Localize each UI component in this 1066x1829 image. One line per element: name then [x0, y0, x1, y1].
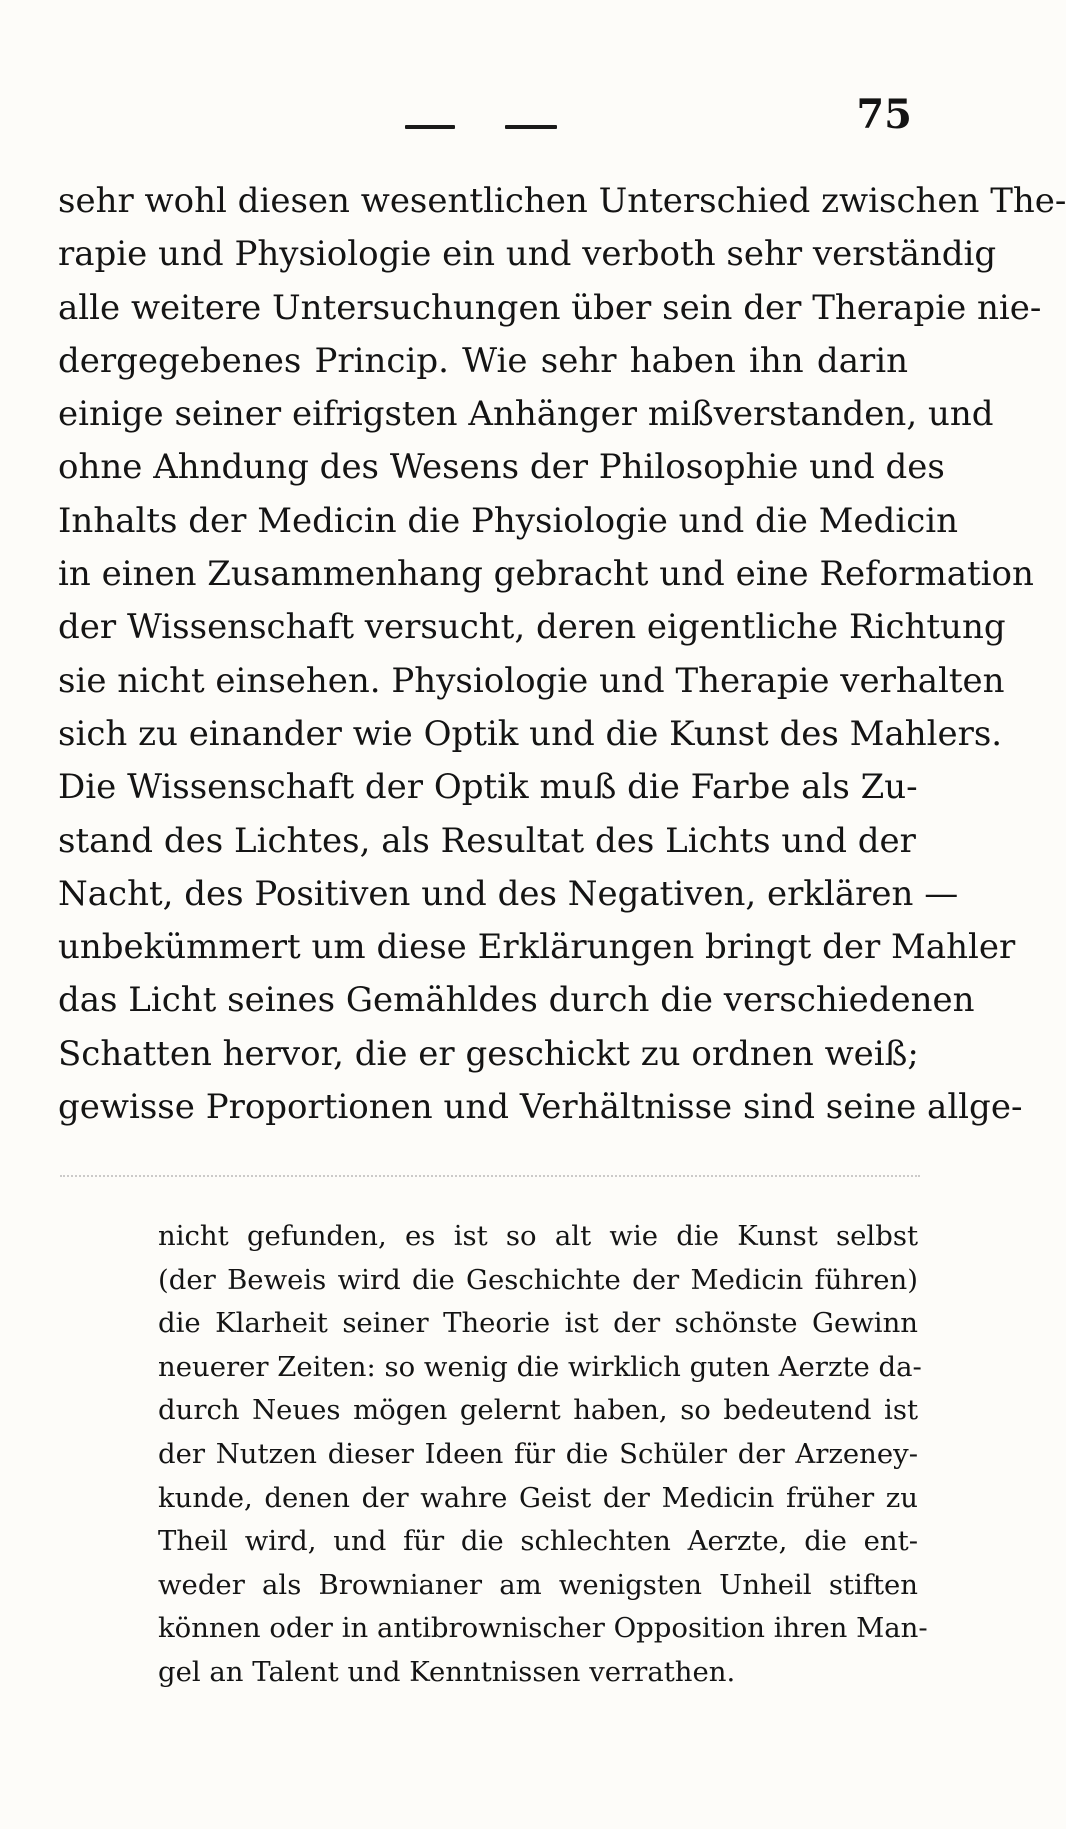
text-line: rapie und Physiologie ein und verboth sehr verständig [58, 234, 997, 275]
header-rule [505, 125, 557, 129]
text-line: der Wissenschaft versucht, deren eigentliche Richtung [58, 607, 1006, 648]
running-head [0, 91, 1000, 145]
footnote-line: nicht gefunden, es ist so alt wie die Kunst selbst [158, 1220, 918, 1252]
text-line: Die Wissenschaft der Optik muß die Farbe als Zu- [58, 767, 918, 808]
footnote-line: neuerer Zeiten: so wenig die wirklich guten Aerzte da- [158, 1350, 922, 1383]
text-line: sehr wohl diesen wesentlichen Unterschied zwischen The- [58, 181, 1066, 221]
footnote-line: kunde, denen der wahre Geist der Medicin früher zu [158, 1481, 918, 1514]
header-rule [405, 125, 455, 129]
text-line: dergegebenes Princip. Wie sehr haben ihn darin [58, 340, 908, 381]
footnote-block [158, 1215, 928, 1695]
footnote-line: (der Beweis wird die Geschichte der Medicin führen) [158, 1263, 918, 1296]
text-line: unbekümmert um diese Erklärungen bringt der Mahler [58, 927, 1016, 968]
text-line: gewisse Proportionen und Verhältnisse sind seine allge- [58, 1087, 1023, 1128]
footnote-line: können oder in antibrownischer Opposition ihren Man- [158, 1612, 928, 1645]
main-text-block [58, 175, 1066, 1134]
footnote-line: weder als Brownianer am wenigsten Unheil stiften [158, 1568, 918, 1601]
footnote-line: die Klarheit seiner Theorie ist der schönste Gewinn [158, 1307, 918, 1340]
footnote-separator [60, 1175, 920, 1197]
text-line: das Licht seines Gemähldes durch die verschiedenen [58, 980, 975, 1021]
footnote-line: der Nutzen dieser Ideen für die Schüler der Arzeney- [158, 1437, 918, 1470]
text-line: einige seiner eifrigsten Anhänger mißverstanden, und [58, 394, 994, 435]
text-line: alle weitere Untersuchungen über sein der Therapie nie- [58, 287, 1042, 328]
text-line: ohne Ahndung des Wesens der Philosophie und des [58, 447, 945, 488]
page-number: 75 [856, 91, 912, 138]
text-line: Schatten hervor, die er geschickt zu ordnen weiß; [58, 1033, 919, 1074]
footnote-line: durch Neues mögen gelernt haben, so bedeutend ist [158, 1394, 918, 1427]
footnote-line: Theil wird, und für die schlechten Aerzte, die ent- [158, 1525, 918, 1558]
text-line: sich zu einander wie Optik und die Kunst des Mahlers. [58, 713, 1003, 754]
text-line: Inhalts der Medicin die Physiologie und die Medicin [58, 500, 959, 541]
text-line: in einen Zusammenhang gebracht und eine Reformation [58, 554, 1034, 595]
text-line: sie nicht einsehen. Physiologie und Therapie verhalten [58, 660, 1005, 701]
text-line: Nacht, des Positiven und des Negativen, erklären — [58, 873, 959, 914]
text-line: stand des Lichtes, als Resultat des Lichts und der [58, 820, 916, 861]
footnote-line: gel an Talent und Kenntnissen verrathen. [158, 1655, 736, 1688]
